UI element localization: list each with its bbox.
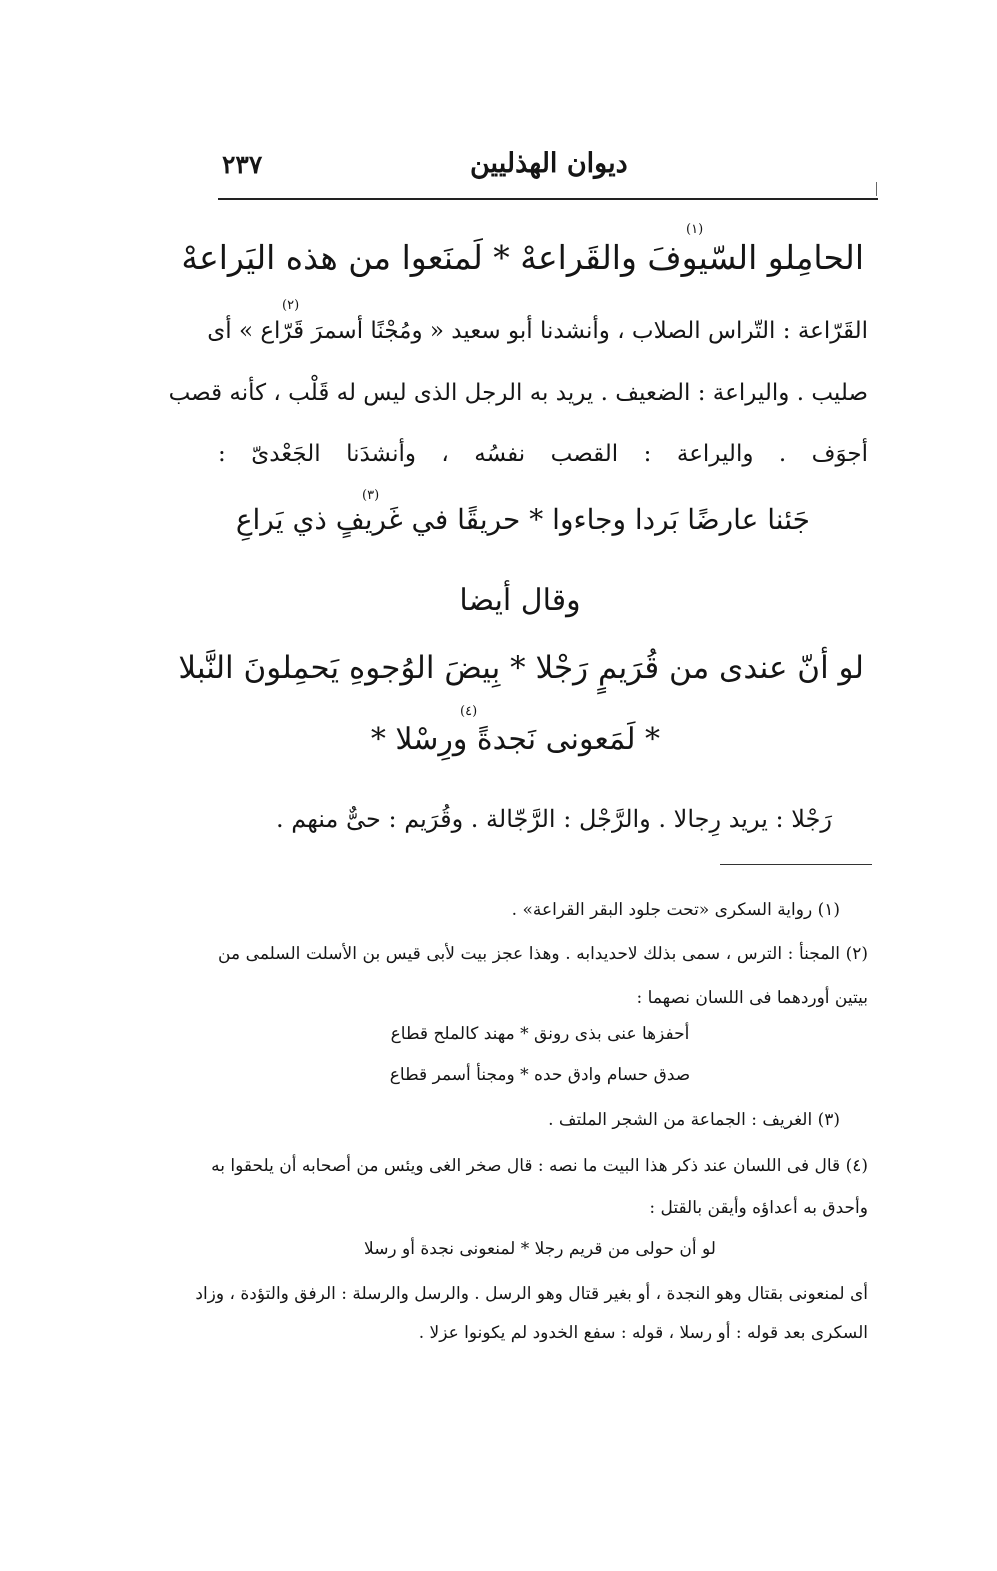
footnote-4-line-4: السكرى بعد قوله : أو رسلا ، قوله : سفع الخدود لم يكونوا عزلا . [418,1323,868,1343]
verse-1: الحامِلو السّيوفَ والقَراعهْ * لَمنَعوا من هذه اليَراعهْ [181,238,864,277]
gloss-line: رَجْلا : يريد رِجالا . والرَّجْل : الرَّجّالة . وقُرَيم : حىٌّ منهم . [276,805,832,833]
verse-3: لو أنّ عندى من قُرَيمٍ رَجْلا * بِيضَ الوُجوهِ يَحمِلونَ النَّبلا [178,650,864,686]
footnote-4-line-3: أى لمنعونى بقتال وهو النجدة ، أو بغير قتال وهو الرسل . والرسل والرسلة : الرفق والتؤدة ، وزاد [195,1284,868,1304]
header-edge-mark [876,182,877,196]
footnote-4-verse: لو أن حولى من قريم رجلا * لمنعونى نجدة أو رسلا [364,1239,716,1259]
verse-4: * لَمَعونى نَجدةً ورِسْلا * [370,722,660,757]
section-title: وقال أيضا [459,583,581,618]
page-number: ٢٣٧ [222,150,263,179]
note-marker-2: (٢) [282,298,300,313]
commentary-line-2: صليب . واليراعة : الضعيف . يريد به الرجل الذى ليس له قَلْب ، كأنه قصب [168,380,868,406]
verse-2: جَئنا عارضًا بَردا وجاءوا * حريقًا في غَريفٍ ذي يَراعِ [235,503,810,536]
commentary-line-3: أجوَف . واليراعة : القصب نفسُه ، وأنشدَنا الجَعْدىّ : [218,441,868,467]
note-marker-4: (٤) [460,704,478,719]
footnote-1: (١) رواية السكرى «تحت جلود البقر القراعة» . [511,900,840,920]
note-marker-3: (٣) [362,488,380,503]
footnote-4-line-2: وأحدق به أعداؤه وأيقن بالقتل : [649,1198,868,1218]
footnote-2-verse-2: صدق حسام وادق حده * ومجنأ أسمر قطاع [389,1065,691,1085]
footnote-rule [720,864,872,865]
footnote-4-line-1: (٤) قال فى اللسان عند ذكر هذا البيت ما نصه : قال صخر الغى ويئس من أصحابه أن يلحقوا به [211,1156,868,1176]
footnote-2-verse-1: أحفزها عنى بذى رونق * مهند كالملح قطاع [390,1024,690,1044]
footnote-3: (٣) الغريف : الجماعة من الشجر الملتف . [548,1110,840,1130]
header-rule [218,198,878,200]
footnote-2-line-1: (٢) المجنأ : الترس ، سمى بذلك لاحديدابه . وهذا عجز بيت لأبى قيس بن الأسلت السلمى من [218,944,868,964]
page-header-title: ديوان الهذليين [470,148,628,179]
footnote-2-line-2: بيتين أوردهما فى اللسان نصهما : [636,988,868,1008]
note-marker-1: (١) [686,222,704,237]
commentary-line-1: القَرّاعة : التّراس الصلاب ، وأنشدنا أبو سعيد « ومُجْنًا أسمرَ قَرّاع » أى [207,318,868,344]
